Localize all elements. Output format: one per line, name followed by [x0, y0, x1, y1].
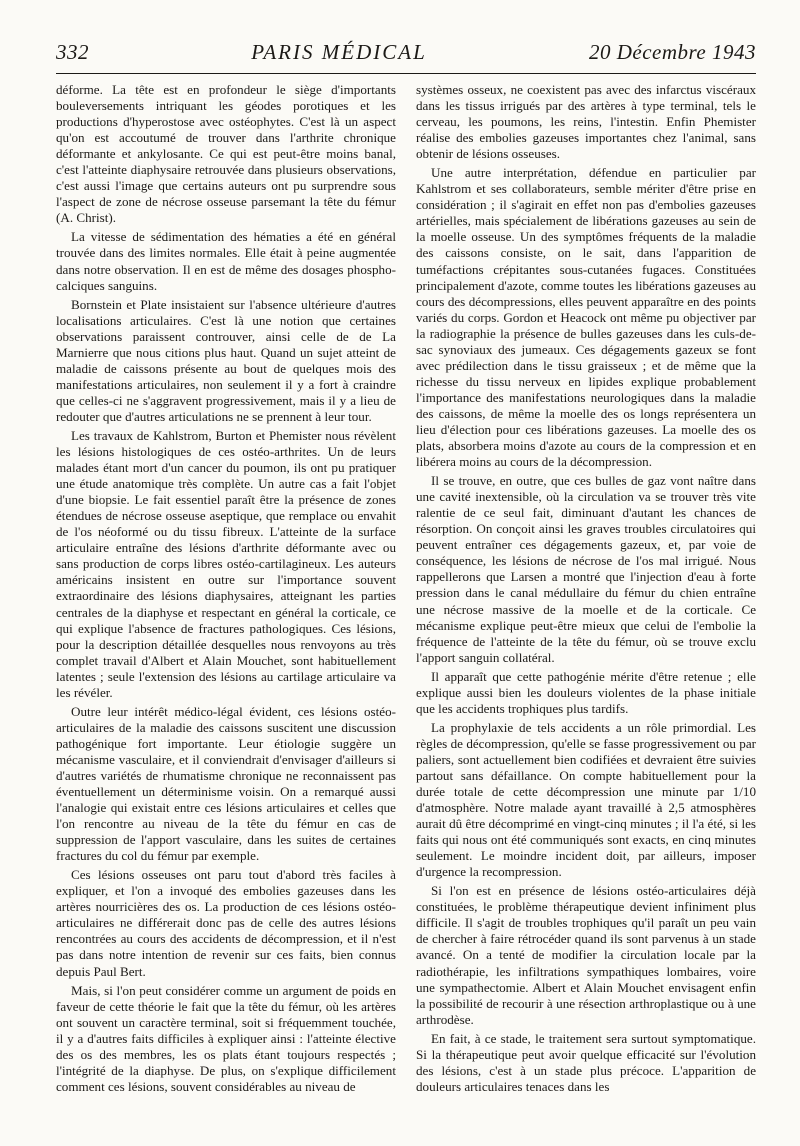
paragraph: Les travaux de Kahlstrom, Burton et Phemister nous révèlent les lésions histologiques de ces ostéo-arthrites. Un de leurs malades étant mort d'un cancer du poumon, ils ont pu pratiquer une étude anatomique très complète. Un autre cas a fait l'objet d'une biopsie. Le fait essentiel paraît être la présence de zones étendues de nécrose osseuse aseptique, que remplace ou envahit de l'os néoformé ou du tissu fibreux. L'atteinte de la surface articulaire entraîne des lésions d'arthrite déformante avec ou sans production de corps libres ostéo-cartilagineux. Les auteurs américains insistent en outre sur l'importance souvent extraordinaire des lésions diaphysaires, atteignant les parties centrales de la diaphyse et respectant en général la corticale, ce qui explique l'absence de fractures pathologiques. Ces lésions, pour la description détaillée desquelles nous renvoyons au très complet travail d'Albert et Alain Mouchet, sont habituellement latentes ; seule l'extension des lésions au cartilage articulaire va les révéler. — [56, 427, 396, 700]
paragraph: déforme. La tête est en profondeur le siège d'importants bouleversements intriquant les géodes porotiques et les productions d'hyperostose avec ostéophytes. C'est là un aspect qu'on est accoutumé de trouver dans l'arthrite chronique déformante et ankylosante. Ce qui est peut-être moins banal, c'est l'atteinte diaphysaire retrouvée dans plusieurs observations, c'est aussi l'image que certains auteurs ont pu surprendre sous l'aspect de zone de nécrose osseuse parsemant la tête du fémur (A. Christ). — [56, 82, 396, 226]
right-column — [416, 82, 756, 1098]
paragraph: Ces lésions osseuses ont paru tout d'abord très faciles à expliquer, et l'on a invoqué des embolies gazeuses dans les artères nourricières des os. La production de ces lésions ostéo-articulaires ne différerait donc pas de celle des autres lésions rencontrées au cours des accidents de décompression, et il n'est pas dans notre intention de revenir sur ces faits, bien connus depuis Paul Bert. — [56, 867, 396, 979]
text-columns — [56, 82, 756, 1098]
paragraph: Outre leur intérêt médico-légal évident, ces lésions ostéo-articulaires de la maladie des caissons suscitent une discussion pathogénique fort importante. Leur étiologie suggère un mécanisme vasculaire, et il conviendrait d'envisager d'ailleurs si d'autres variétés de rhumatisme chronique ne reconnaissent pas éventuellement un déterminisme voisin. On a remarqué aussi l'analogie qui existait entre ces lésions articulaires et celles que l'on rencontre au niveau de la tête du fémur en cas de suppression de l'apport vasculaire, dans les suites de certaines fractures du col du fémur par exemple. — [56, 703, 396, 864]
paragraph: systèmes osseux, ne coexistent pas avec des infarctus viscéraux dans les tissus irrigués par des artères à type terminal, tels le cerveau, les poumons, les reins, l'intestin. Enfin Phemister réalise des embolies gazeuses importantes chez l'animal, sans obtenir de lésions osseuses. — [416, 82, 756, 162]
paragraph: Mais, si l'on peut considérer comme un argument de poids en faveur de cette théorie le fait que la tête du fémur, où les artères ont souvent un caractère terminal, soit si fréquemment touchée, il y a d'autres faits difficiles à expliquer ainsi : l'atteinte élective des os des membres, les os plats étant toujours respectés ; l'intégrité de la diaphyse. De plus, on s'explique difficilement comment ces lésions, souvent considérables au niveau de — [56, 982, 396, 1094]
header-rule — [56, 73, 756, 74]
paragraph: Il se trouve, en outre, que ces bulles de gaz vont naître dans une cavité inextensible, où la circulation va se trouver très vite ralentie de ce seul fait, diminuant d'autant les chances de résorption. On conçoit ainsi les graves troubles circulatoires qui peuvent entraîner ces dégagements gazeux, et, par voie de conséquence, les lésions de nécrose de l'os mal irrigué. Nous rappellerons que Larsen a montré que l'injection d'eau à forte pression dans le canal médullaire du fémur du chien entraîne une nécrose massive de la moelle et de la corticale. Ce mécanisme explique peut-être mieux que celui de l'embolie la fréquence de l'atteinte de la tête du fémur, où se trouve exclu l'apport sanguin collatéral. — [416, 473, 756, 665]
running-header — [56, 40, 756, 70]
journal-title: PARIS MÉDICAL — [251, 40, 427, 64]
paragraph: Si l'on est en présence de lésions ostéo-articulaires déjà constituées, le problème thérapeutique devient infiniment plus difficile. Il s'agit de troubles trophiques qu'il paraît un peu vain de chercher à faire rétrocéder quand ils sont parvenus à un stade avancé. On a tenté de modifier la circulation locale par la radiothérapie, les infiltrations sympathiques lombaires, voire une sympathectomie. Albert et Alain Mouchet envisagent enfin la possibilité de recourir à une résection arthroplastique ou à une arthrodèse. — [416, 883, 756, 1027]
page-number: 332 — [56, 40, 89, 64]
paragraph: Une autre interprétation, défendue en particulier par Kahlstrom et ses collaborateurs, semble mériter d'être prise en considération ; il s'agirait en effet non pas d'embolies gazeuses artérielles, mais spécialement de libérations gazeuses au sein de la moelle osseuse. Un des symptômes fréquents de la maladie des caissons consiste, on le sait, dans l'apparition de tuméfactions crépitantes sous-cutanées fugaces. Constituées principalement d'azote, comme toutes les libérations gazeuses au cours des décompressions, elles peuvent apparaître en des points variés du corps. Gordon et Heacock ont même pu objectiver par la radiographie la présence de bulles gazeuses dans les culs-de-sac synoviaux des jumeaux. Ces dégagements gazeux se font avec prédilection dans le tissu graisseux ; et de même que la richesse du tissu nerveux en lipides explique probablement l'importance des manifestations neurologiques dans la maladie des caissons, de même la moelle des os longs représentera un lieu d'élection pour ces libérations gazeuses. La moelle des os plats, absorbera moins d'azote au cours de la compression et en libérera moins au cours de la décompression. — [416, 165, 756, 470]
paragraph: Bornstein et Plate insistaient sur l'absence ultérieure d'autres localisations articulaires. C'est là une notion que certaines observations paraissent controuver, ainsi celle de de La Marnierre que nous citions plus haut. Quand un sujet atteint de maladie de caissons présente au bout de quelques mois des manifestations articulaires, non seulement il y a fort à craindre que celles-ci ne s'aggravent progressivement, mais il y a lieu de redouter que d'autres articulations ne se prennent à leur tour. — [56, 296, 396, 424]
left-column — [56, 82, 396, 1098]
paragraph: Il apparaît que cette pathogénie mérite d'être retenue ; elle explique aussi bien les douleurs violentes de la phase initiale que les accidents trophiques plus tardifs. — [416, 668, 756, 716]
issue-date: 20 Décembre 1943 — [588, 40, 756, 64]
paragraph: La vitesse de sédimentation des hématies a été en général trouvée dans des limites normales. Elle était à peine augmentée dans notre observation. Il en est de même des dosages phospho-calciques sanguins. — [56, 229, 396, 293]
paragraph: La prophylaxie de tels accidents a un rôle primordial. Les règles de décompression, qu'elle se fasse progressivement ou par paliers, sont actuellement bien codifiées et devraient être suivies partout sans défaillance. On compte habituellement pour la durée totale de cette décompression une minute par 1/10 d'atmosphère. Notre malade ayant travaillé à 2,5 atmosphères aurait dû être décomprimé en vingt-cinq minutes ; il l'a été, si les faits qui nous ont été communiqués sont exacts, en cinq minutes seulement. Le moindre incident doit, par ailleurs, imposer d'urgence la recompression. — [416, 719, 756, 880]
paragraph: En fait, à ce stade, le traitement sera surtout symptomatique. Si la thérapeutique peut avoir quelque efficacité sur l'évolution des lésions, c'est à un stade plus précoce. L'apparition de douleurs articulaires tenaces dans les — [416, 1030, 756, 1094]
